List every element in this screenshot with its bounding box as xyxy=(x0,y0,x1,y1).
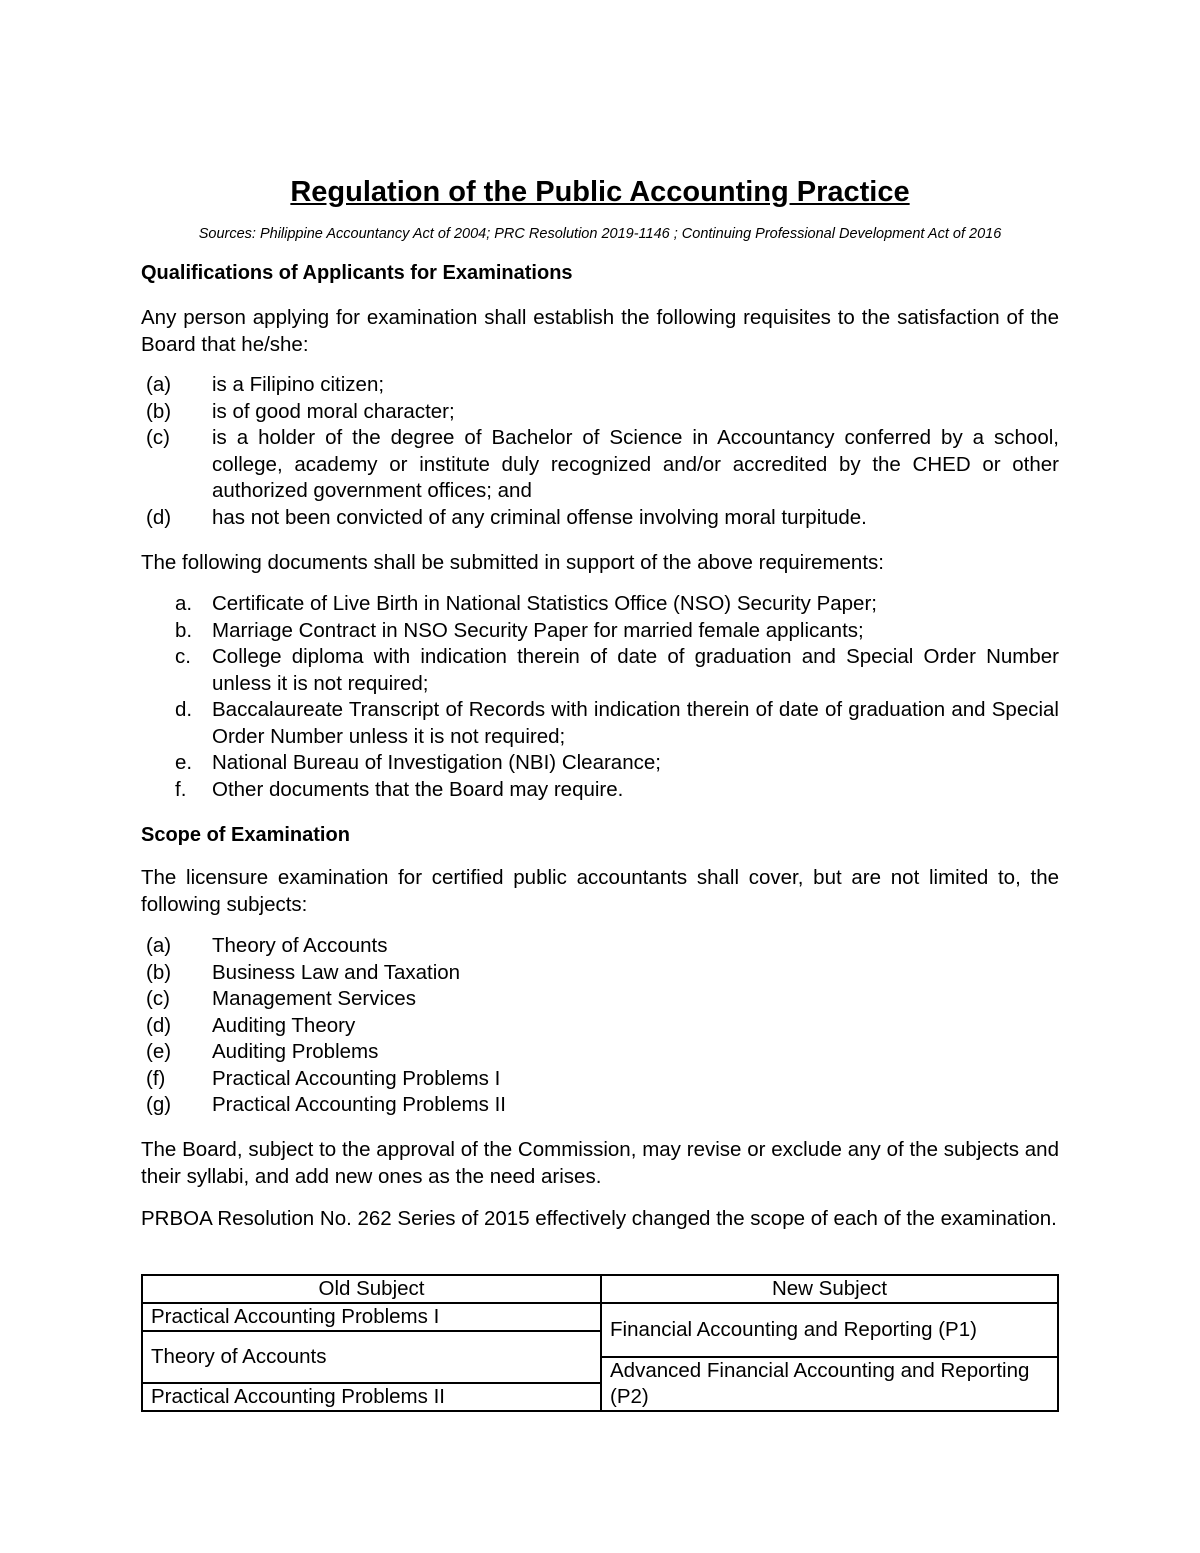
list-item xyxy=(141,399,1059,426)
list-marker: (c) xyxy=(146,426,170,449)
list-item xyxy=(141,1092,1059,1119)
list-marker: d. xyxy=(175,698,193,721)
qualifications-heading: Qualifications of Applicants for Examinations xyxy=(141,262,573,284)
documents-list xyxy=(141,591,1059,803)
table-cell: Advanced Financial Accounting and Reporting (P2) xyxy=(601,1357,1058,1411)
list-item-text: Auditing Theory xyxy=(212,1013,356,1037)
list-item-text: is of good moral character; xyxy=(212,399,455,423)
resolution-note: PRBOA Resolution No. 262 Series of 2015 effectively changed the scope of each of the examination. xyxy=(141,1207,1057,1230)
list-item xyxy=(141,425,1059,505)
table-row xyxy=(142,1303,1058,1331)
document-sources: Sources: Philippine Accountancy Act of 2004; PRC Resolution 2019-1146 ; Continuing Professional Development Act of 2016 xyxy=(198,226,1002,242)
list-item-text: Other documents that the Board may require. xyxy=(212,777,624,801)
document-title: Regulation of the Public Accounting Practice xyxy=(290,176,910,208)
table-header-row xyxy=(142,1275,1058,1303)
documents-intro: The following documents shall be submitted in support of the above requirements: xyxy=(141,551,884,574)
qualifications-intro: Any person applying for examination shall establish the following requisites to the satisfaction of the Board that he/she: xyxy=(141,306,1059,356)
list-item xyxy=(141,1039,1059,1066)
list-item-text: has not been convicted of any criminal offense involving moral turpitude. xyxy=(212,505,867,529)
list-item xyxy=(141,1066,1059,1093)
list-marker: (b) xyxy=(146,399,172,423)
list-item-text: Management Services xyxy=(212,987,416,1010)
list-item-text: is a holder of the degree of Bachelor of Science in Accountancy conferred by a school, college, academy or institute duly recognized and/or accredited by the CHED or other authorized government offices; and xyxy=(212,426,1059,502)
list-marker: (a) xyxy=(146,934,172,957)
requisites-list xyxy=(141,372,1059,531)
list-marker: c. xyxy=(175,645,191,668)
list-item xyxy=(141,644,1059,697)
table-cell: Theory of Accounts xyxy=(142,1331,601,1383)
list-marker: (e) xyxy=(146,1040,172,1063)
table-header-new: New Subject xyxy=(601,1275,1058,1303)
list-marker: (c) xyxy=(146,987,170,1010)
subjects-list xyxy=(141,933,1059,1119)
list-item xyxy=(141,591,1059,618)
list-item xyxy=(141,372,1059,399)
list-item xyxy=(141,1013,1059,1040)
list-marker: e. xyxy=(175,751,193,774)
list-item-text: Practical Accounting Problems I xyxy=(212,1066,501,1090)
table-header-old: Old Subject xyxy=(142,1275,601,1303)
list-item-text: National Bureau of Investigation (NBI) Clearance; xyxy=(212,751,661,774)
list-item-text: Business Law and Taxation xyxy=(212,960,461,984)
list-item xyxy=(141,697,1059,750)
list-marker: (g) xyxy=(146,1093,172,1116)
subject-mapping-table xyxy=(141,1274,1059,1412)
table-cell: Financial Accounting and Reporting (P1) xyxy=(601,1303,1058,1357)
list-item xyxy=(141,777,1059,804)
list-item xyxy=(141,933,1059,960)
table-cell: Practical Accounting Problems II xyxy=(142,1383,601,1411)
list-item-text: Certificate of Live Birth in National Statistics Office (NSO) Security Paper; xyxy=(212,592,877,615)
list-item-text: Baccalaureate Transcript of Records with indication therein of date of graduation and Special Order Number unless it is not required; xyxy=(212,698,1059,748)
list-item-text: College diploma with indication therein of date of graduation and Special Order Number unless it is not required; xyxy=(212,645,1059,695)
scope-heading: Scope of Examination xyxy=(141,824,350,846)
list-marker: (f) xyxy=(146,1066,166,1090)
list-item-text: Auditing Problems xyxy=(212,1040,379,1063)
list-marker: (d) xyxy=(146,1013,172,1037)
list-marker: f. xyxy=(175,777,187,801)
list-marker: a. xyxy=(175,592,193,615)
list-marker: (a) xyxy=(146,373,172,396)
list-marker: b. xyxy=(175,618,193,642)
list-item-text: Marriage Contract in NSO Security Paper for married female applicants; xyxy=(212,618,864,642)
table-cell: Practical Accounting Problems I xyxy=(142,1303,601,1331)
list-item xyxy=(141,618,1059,645)
list-item xyxy=(141,750,1059,777)
scope-intro: The licensure examination for certified public accountants shall cover, but are not limited to, the following subjects: xyxy=(141,866,1059,916)
list-item-text: Practical Accounting Problems II xyxy=(212,1093,506,1116)
list-item xyxy=(141,986,1059,1013)
list-item xyxy=(141,960,1059,987)
list-item-text: Theory of Accounts xyxy=(212,934,388,957)
list-item-text: is a Filipino citizen; xyxy=(212,373,385,396)
revision-note: The Board, subject to the approval of the Commission, may revise or exclude any of the subjects and their syllabi, and add new ones as the need arises. xyxy=(141,1138,1059,1188)
list-marker: (b) xyxy=(146,960,172,984)
list-marker: (d) xyxy=(146,505,172,529)
list-item xyxy=(141,505,1059,532)
